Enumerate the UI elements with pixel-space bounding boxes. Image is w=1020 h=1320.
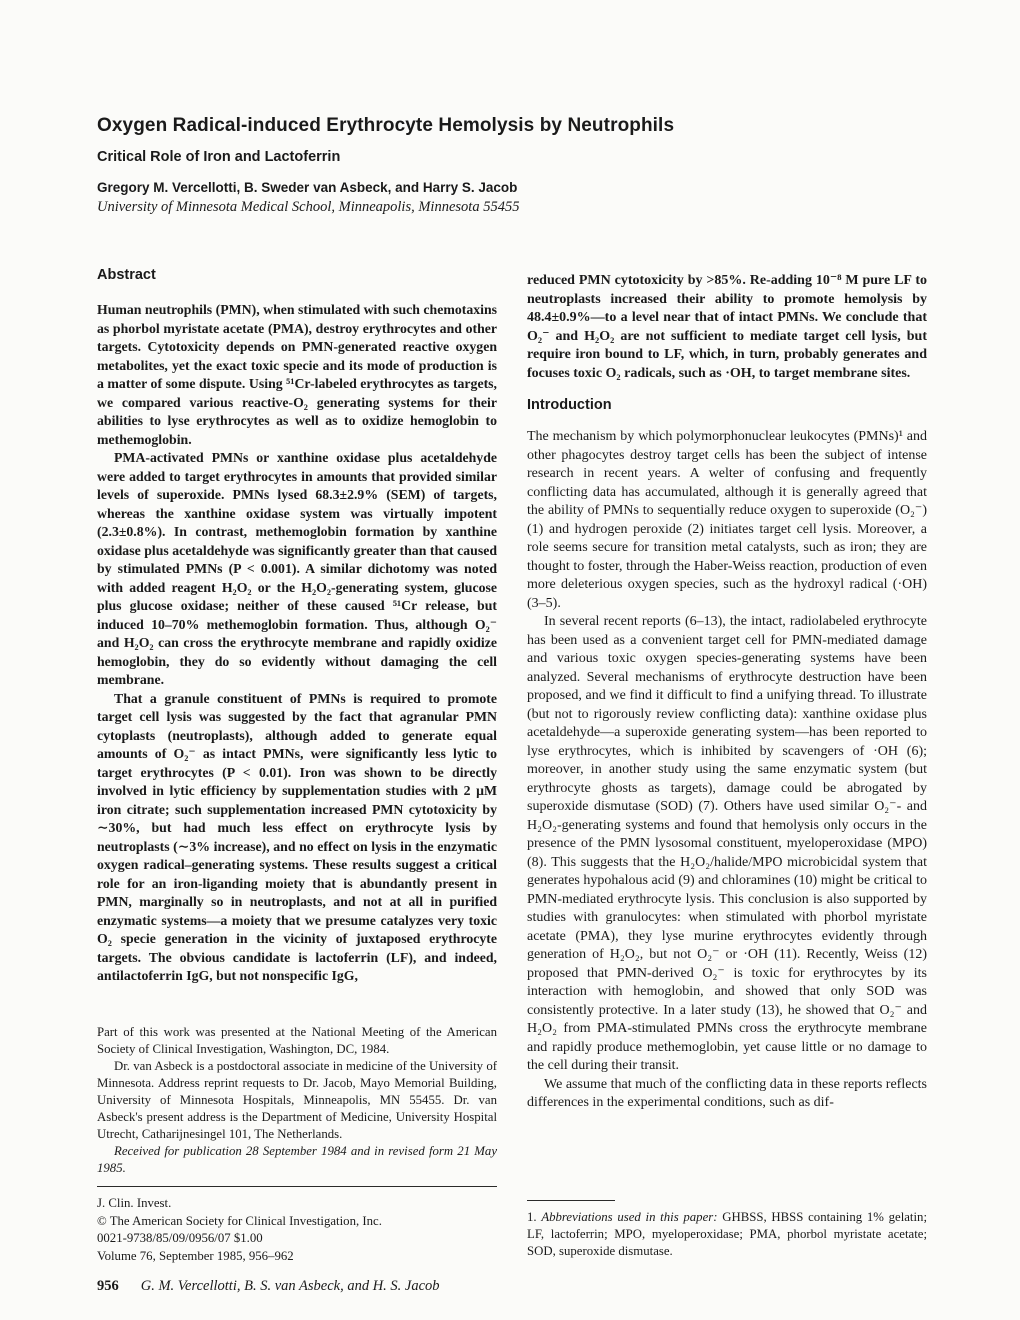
journal-issn-price: 0021-9738/85/09/0956/07 $1.00 <box>97 1231 263 1245</box>
footnote-body: GHBSS, HBSS containing 1% gelatin; LF, lactoferrin; MPO, myeloperoxidase; PMA, phorbol myristate acetate; SOD, superoxide dismutase. <box>527 1210 927 1258</box>
left-footnotes <box>97 1024 497 1177</box>
abstract-paragraph-1: Human neutrophils (PMN), when stimulated with such chemotaxins as phorbol myristate acetate (PMA), destroy erythrocytes and other targets. Cytotoxicity depends on PMN-generated reactive oxygen metabolites, yet the exact toxic specie and its mode of production is a matter of some dispute. Using ⁵¹Cr-labeled erythrocytes as targets, we compared various reactive-O₂ generating systems for their abilities to lyse erythrocytes as well as to oxidize hemoglobin to methemoglobin. <box>97 302 497 447</box>
article-header <box>97 115 927 216</box>
footnote-received: Received for publication 28 September 1984 and in revised form 21 May 1985. <box>97 1144 497 1175</box>
abstract-continuation: reduced PMN cytotoxicity by >85%. Re-adding 10⁻⁸ M pure LF to neutroplasts increased their ability to promote hemolysis by 48.4±0.9%—to a level near that of intact PMNs. We conclude that O₂⁻ and H₂O₂ are not sufficient to mediate target cell lysis, but require iron bound to LF, which, in turn, probably generates and focuses toxic O₂ radicals, such as ·OH, to target membrane sites. <box>527 273 927 381</box>
footnote-label: Abbreviations used in this paper: <box>541 1210 718 1224</box>
abbreviations-footnote-text <box>527 1209 927 1260</box>
right-column <box>527 272 927 1113</box>
introduction-heading: Introduction <box>527 397 612 413</box>
page-footer <box>97 1278 927 1295</box>
article-subtitle: Critical Role of Iron and Lactoferrin <box>97 149 341 165</box>
article-title: Oxygen Radical-induced Erythrocyte Hemolysis by Neutrophils <box>97 115 675 136</box>
affiliation-line: University of Minnesota Medical School, Minneapolis, Minnesota 55455 <box>97 199 520 215</box>
abstract-paragraph-2: PMA-activated PMNs or xanthine oxidase plus acetaldehyde were added to target erythrocytes in amounts that provided similar levels of superoxide. PMNs lysed 68.3±2.9% (SEM) of targets, whereas the xanthine oxidase system was virtually impotent (2.3±0.8%). In contrast, methemoglobin formation by xanthine oxidase plus acetaldehyde was significantly greater than that caused by stimulated PMNs (P < 0.001). A similar dichotomy was noted with added reagent H₂O₂ or the H₂O₂-generating system, glucose plus glucose oxidase; neither of these caused ⁵¹Cr release, but induced 10–70% methemoglobin formation. Thus, although O₂⁻ and H₂O₂ can cross the erythrocyte membrane and rapidly oxidize hemoglobin, they do so evidently without damaging the cell membrane. <box>97 450 497 687</box>
journal-copyright: © The American Society for Clinical Investigation, Inc. <box>97 1213 382 1228</box>
footnote-presented: Part of this work was presented at the National Meeting of the American Society of Clinical Investigation, Washington, DC, 1984. <box>97 1025 497 1056</box>
journal-imprint <box>97 1186 497 1265</box>
page-number: 956 <box>97 1278 119 1294</box>
running-title: G. M. Vercellotti, B. S. van Asbeck, and H. S. Jacob <box>140 1278 440 1294</box>
introduction-paragraph-3: We assume that much of the conflicting data in these reports reflects differences in the experimental conditions, such as dif- <box>527 1076 927 1110</box>
footnote-number: 1. <box>527 1210 542 1224</box>
left-column <box>97 266 497 986</box>
abstract-body <box>97 301 497 986</box>
journal-volume-line: Volume 76, September 1985, 956–962 <box>97 1248 294 1263</box>
footnote-address: Dr. van Asbeck is a postdoctoral associate in medicine of the University of Minnesota. Address reprint requests to Dr. Jacob, Mayo Memorial Building, University of Minnesota Hospitals, Minneapolis, MN 55455. Dr. van Asbeck's present address is the Department of Medicine, University Hospital Utrecht, Catharijnesingel 101, The Netherlands. <box>97 1059 497 1141</box>
introduction-paragraph-2: In several recent reports (6–13), the intact, radiolabeled erythrocyte has been used as a convenient target cell for PMN-mediated damage and various toxic oxygen species-generating systems have been analyzed. Several mechanisms of erythrocyte destruction have been proposed, and we find it difficult to find a unifying thread. To illustrate (but not to rigorously review conflicting data): xanthine oxidase plus acetaldehyde—a superoxide generating system—has been reported to lyse erythrocytes, which is inhibited by scavengers of ·OH (6); moreover, in another study using the same enzymatic system (but erythrocyte ghosts as targets), damage could be abrogated by superoxide dismutase (SOD) (7). Others have used similar O₂⁻- and H₂O₂-generating systems and found that hemolysis only occurs in the presence of the PMN lysosomal constituent, myeloperoxidase (MPO) (8). This suggests that the H₂O₂/halide/MPO microbicidal system that generates hypohalous acid (9) and chloramines (10) might be critical to PMN-mediated erythrocyte lysis. This conclusion is also supported by studies with granulocytes: when stimulated with phorbol myristate acetate (PMA), they lyse murine erythrocytes evidently through generation of H₂O₂, but not O₂⁻ or ·OH (11). Recently, Weiss (12) proposed that PMN-derived O₂⁻ is toxic for erythrocytes by its interaction with hemoglobin, and showed that only SOD was consistently protective. In a later study (13), he showed that O₂⁻ and H₂O₂ from PMA-stimulated PMNs cross the erythrocyte membrane and rapidly produce methemoglobin, yet cause little or no damage to the cell during their transit. <box>527 614 927 1073</box>
abbreviations-footnote <box>527 1200 927 1260</box>
footnote-separator-rule <box>527 1200 615 1201</box>
abstract-paragraph-3: That a granule constituent of PMNs is required to promote target cell lysis was suggested by the fact that agranular PMN cytoplasts (neutroplasts), although added to generate equal amounts of O₂⁻ as intact PMNs, were significantly less lytic to target erythrocytes (P < 0.01). Iron was shown to be directly involved in lytic efficiency by supplementation studies with 2 μM iron citrate; such supplementation increased PMN cytotoxicity by ∼30%, but had much less effect on erythrocyte lysis by neutroplasts (∼3% increase), and no effect on lysis in the enzymatic oxygen radical–generating systems. These results suggest a critical role for an iron-liganding moiety that is abundantly present in PMN, marginally so in neutroplasts, and not at all in purified enzymatic systems—a moiety that we presume catalyzes very toxic O₂ specie generation in the vicinity of juxtaposed erythrocyte targets. The obvious candidate is lactoferrin (LF), and indeed, antilactoferrin IgG, but not nonspecific IgG, <box>97 690 497 983</box>
journal-name: J. Clin. Invest. <box>97 1196 172 1210</box>
author-line: Gregory M. Vercellotti, B. Sweder van Asbeck, and Harry S. Jacob <box>97 180 518 195</box>
introduction-paragraph-1: The mechanism by which polymorphonuclear leukocytes (PMNs)¹ and other phagocytes destroy target cells has been the subject of intense research in recent years. A welter of confusing and frequently conflicting data has accumulated, although it is generally agreed that the ability of PMNs to sequentially reduce oxygen to superoxide (O₂⁻) (1) and hydrogen peroxide (2) initiates target cell lysis. Moreover, a role seems secure for transition metal catalysts, such as iron; they are thought to foster, through the Haber-Weiss reaction, production of even more deleterious oxygen species, such as the hydroxyl radical (·OH) (3–5). <box>527 429 927 611</box>
abstract-heading: Abstract <box>97 267 156 283</box>
